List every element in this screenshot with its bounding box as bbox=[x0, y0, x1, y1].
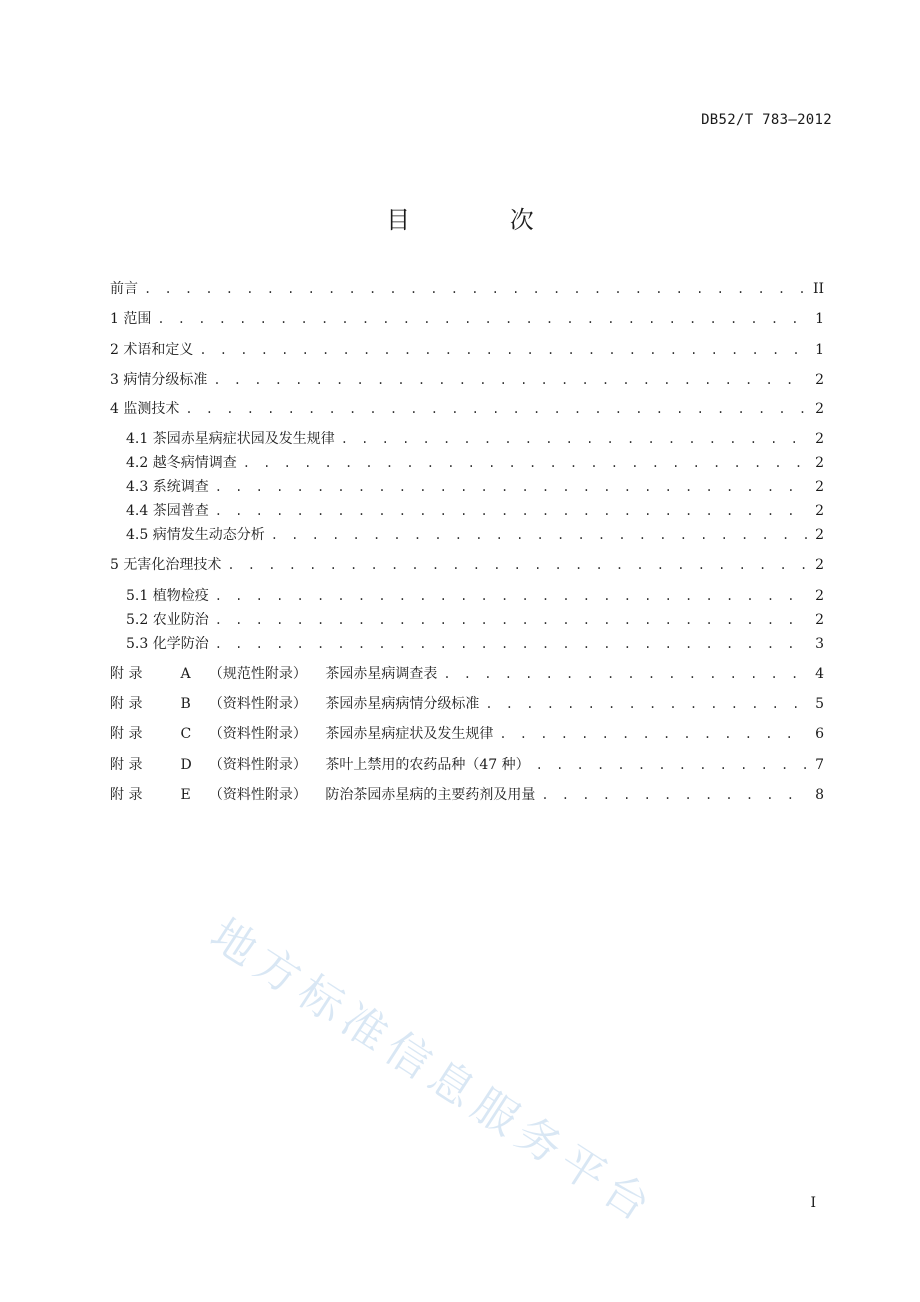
standard-code: DB52/T 783—2012 bbox=[701, 112, 832, 128]
toc-leader-dots bbox=[443, 663, 808, 685]
toc-entry-4-1[interactable] bbox=[126, 428, 824, 450]
toc-entry-page: 1 bbox=[815, 342, 824, 358]
page-title: 目 次 bbox=[386, 206, 580, 234]
toc-entry-label: 4 监测技术 bbox=[110, 401, 180, 417]
toc-entry-label: 4.4 茶园普查 bbox=[126, 503, 209, 519]
appendix-type: （资料性附录） bbox=[208, 696, 307, 712]
toc-appendix-a[interactable] bbox=[110, 663, 824, 685]
toc-entry-label: 前言 bbox=[110, 281, 138, 297]
toc-appendix-b[interactable] bbox=[110, 693, 824, 715]
toc-leader-dots bbox=[215, 500, 808, 522]
toc-entry-5[interactable] bbox=[110, 554, 824, 576]
appendix-title: 茶园赤星病症状及发生规律 bbox=[325, 726, 494, 742]
toc-leader-dots bbox=[215, 476, 808, 498]
toc-entry-4-5[interactable] bbox=[126, 524, 824, 546]
toc-leader-dots bbox=[157, 308, 808, 330]
appendix-letter: E bbox=[180, 787, 191, 803]
toc-entry-page: 2 bbox=[815, 431, 824, 447]
toc-entry-page: 3 bbox=[815, 636, 824, 652]
appendix-title: 茶园赤星病调查表 bbox=[325, 666, 438, 682]
toc-entry-5-1[interactable] bbox=[126, 585, 824, 607]
toc-appendix-e[interactable] bbox=[110, 784, 824, 806]
toc-entry-4-4[interactable] bbox=[126, 500, 824, 522]
toc-leader-dots bbox=[499, 723, 808, 745]
toc-entry-foreword[interactable] bbox=[110, 278, 824, 300]
toc-entry-page: 6 bbox=[815, 726, 824, 742]
toc-entry-page: 2 bbox=[815, 588, 824, 604]
appendix-letter: A bbox=[180, 666, 191, 682]
toc-appendix-d[interactable] bbox=[110, 754, 824, 776]
appendix-title: 茶叶上禁用的农药品种（47 种） bbox=[325, 757, 530, 773]
toc-entry-label: 4.1 茶园赤星病症状园及发生规律 bbox=[126, 431, 335, 447]
toc-leader-dots bbox=[536, 754, 808, 776]
toc-entry-page: 2 bbox=[815, 372, 824, 388]
toc-entry-3[interactable] bbox=[110, 369, 824, 391]
appendix-prefix: 附 录 bbox=[110, 726, 143, 742]
toc-entry-page: 2 bbox=[815, 503, 824, 519]
toc-entry-page: 2 bbox=[815, 527, 824, 543]
toc-leader-dots bbox=[215, 633, 808, 655]
appendix-title: 防治茶园赤星病的主要药剂及用量 bbox=[325, 787, 536, 803]
toc-entry-page: 2 bbox=[815, 612, 824, 628]
toc-leader-dots bbox=[213, 369, 808, 391]
toc-leader-dots bbox=[215, 609, 808, 631]
appendix-type: （规范性附录） bbox=[208, 666, 307, 682]
toc-entry-2[interactable] bbox=[110, 339, 824, 361]
toc-entry-page: 7 bbox=[815, 757, 824, 773]
toc-entry-page: II bbox=[812, 281, 824, 297]
appendix-prefix: 附 录 bbox=[110, 696, 143, 712]
toc-leader-dots bbox=[199, 339, 808, 361]
toc-entry-page: 8 bbox=[815, 787, 824, 803]
toc-entry-1[interactable] bbox=[110, 308, 824, 330]
toc-entry-page: 2 bbox=[815, 455, 824, 471]
toc-entry-label: 4.2 越冬病情调查 bbox=[126, 455, 237, 471]
toc-entry-label: 5.2 农业防治 bbox=[126, 612, 209, 628]
appendix-type: （资料性附录） bbox=[208, 757, 307, 773]
toc-leader-dots bbox=[215, 585, 808, 607]
toc-leader-dots bbox=[271, 524, 808, 546]
table-of-contents bbox=[110, 0, 824, 1302]
toc-entry-5-3[interactable] bbox=[126, 633, 824, 655]
toc-appendix-c[interactable] bbox=[110, 723, 824, 745]
toc-entry-label: 5.3 化学防治 bbox=[126, 636, 209, 652]
page-number: I bbox=[810, 1195, 816, 1211]
toc-entry-page: 2 bbox=[815, 557, 824, 573]
toc-entry-5-2[interactable] bbox=[126, 609, 824, 631]
appendix-type: （资料性附录） bbox=[208, 726, 307, 742]
toc-entry-page: 2 bbox=[815, 401, 824, 417]
appendix-type: （资料性附录） bbox=[208, 787, 307, 803]
toc-entry-label: 3 病情分级标准 bbox=[110, 372, 208, 388]
toc-leader-dots bbox=[341, 428, 808, 450]
toc-entry-page: 4 bbox=[815, 666, 824, 682]
toc-entry-4[interactable] bbox=[110, 398, 824, 420]
appendix-letter: B bbox=[180, 696, 191, 712]
toc-leader-dots bbox=[541, 784, 808, 806]
watermark: 地方标准信息服务平台 bbox=[201, 909, 666, 1236]
toc-entry-label: 4.5 病情发生动态分析 bbox=[126, 527, 265, 543]
toc-entry-page: 2 bbox=[815, 479, 824, 495]
toc-leader-dots bbox=[227, 554, 808, 576]
toc-leader-dots bbox=[185, 398, 808, 420]
toc-leader-dots bbox=[485, 693, 808, 715]
toc-entry-4-3[interactable] bbox=[126, 476, 824, 498]
toc-entry-label: 4.3 系统调查 bbox=[126, 479, 209, 495]
toc-entry-label: 5.1 植物检疫 bbox=[126, 588, 209, 604]
toc-leader-dots bbox=[243, 452, 808, 474]
toc-entry-page: 5 bbox=[815, 696, 824, 712]
toc-entry-4-2[interactable] bbox=[126, 452, 824, 474]
appendix-prefix: 附 录 bbox=[110, 787, 143, 803]
appendix-prefix: 附 录 bbox=[110, 666, 143, 682]
toc-entry-label: 1 范围 bbox=[110, 311, 152, 327]
toc-entry-page: 1 bbox=[815, 311, 824, 327]
appendix-prefix: 附 录 bbox=[110, 757, 143, 773]
appendix-title: 茶园赤星病病情分级标准 bbox=[325, 696, 480, 712]
appendix-letter: D bbox=[180, 757, 192, 773]
toc-entry-label: 2 术语和定义 bbox=[110, 342, 194, 358]
toc-entry-label: 5 无害化治理技术 bbox=[110, 557, 222, 573]
toc-leader-dots bbox=[144, 278, 807, 300]
appendix-letter: C bbox=[180, 726, 192, 742]
